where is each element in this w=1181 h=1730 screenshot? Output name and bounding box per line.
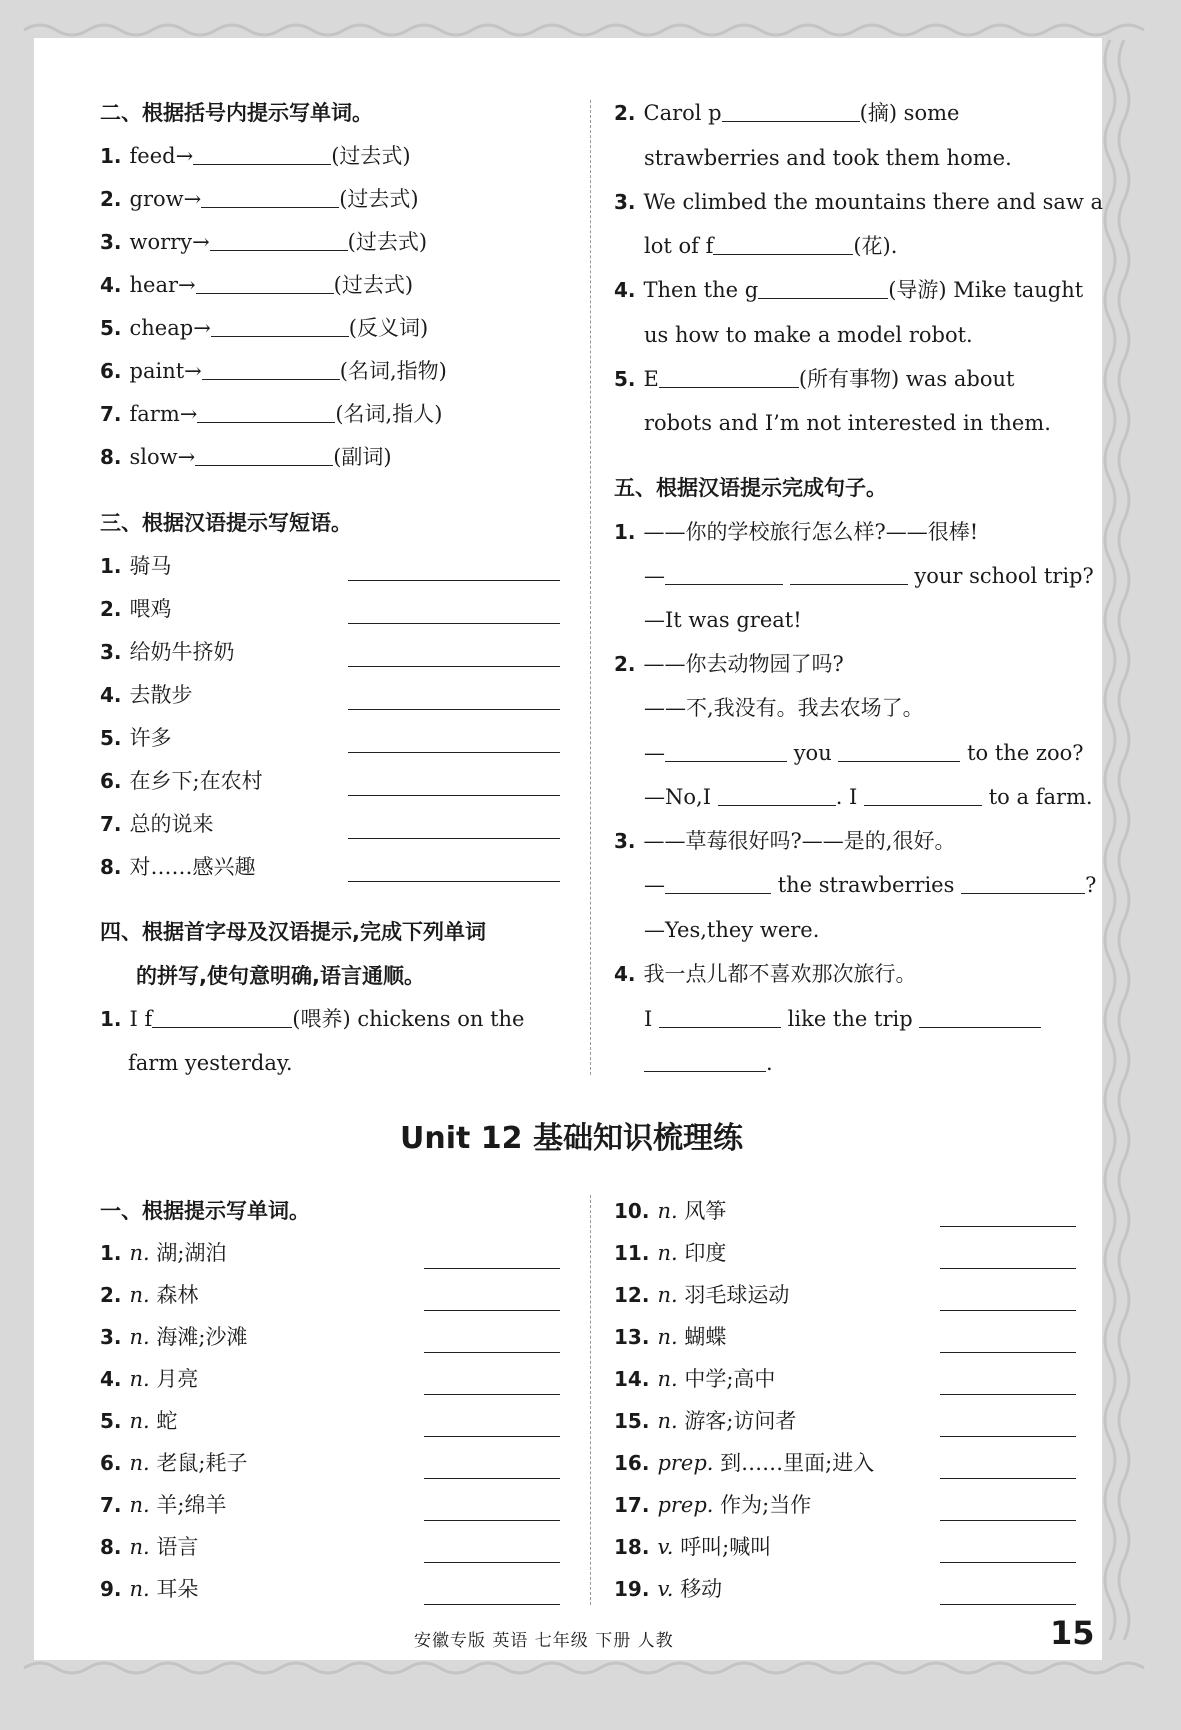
answer-blank[interactable]: [722, 99, 860, 122]
section-2-heading: 二、根据括号内提示写单词。: [100, 101, 373, 125]
answer-line[interactable]: [424, 1561, 560, 1563]
answer-line[interactable]: [940, 1309, 1076, 1311]
list-item: 2. 喂鸡: [100, 597, 172, 621]
list-item: 6. paint→ (名词,指物): [100, 359, 447, 383]
list-item: 18. v. 呼叫;喊叫: [614, 1535, 772, 1559]
s5-q3: 3. ——草莓很好吗?——是的,很好。: [614, 829, 956, 853]
answer-blank[interactable]: [665, 562, 783, 585]
answer-line[interactable]: [940, 1603, 1076, 1605]
answer-line[interactable]: [424, 1393, 560, 1395]
list-item: 9. n. 耳朵: [100, 1577, 199, 1601]
section-6-heading: 一、根据提示写单词。: [100, 1199, 310, 1223]
list-item: 11. n. 印度: [614, 1241, 727, 1265]
s5-q2-reply: —No,I . I to a farm.: [644, 785, 1093, 809]
answer-line[interactable]: [940, 1267, 1076, 1269]
list-item: 5. cheap→ (反义词): [100, 316, 429, 340]
answer-line[interactable]: [424, 1267, 560, 1269]
list-item: 8. n. 语言: [100, 1535, 199, 1559]
s5-q1-en: — your school trip?: [644, 564, 1094, 588]
answer-line[interactable]: [348, 579, 560, 581]
page-title: Unit 12 基础知识梳理练: [400, 1121, 743, 1156]
list-item: 19. v. 移动: [614, 1577, 723, 1601]
list-item: 3. n. 海滩;沙滩: [100, 1325, 248, 1349]
list-item: 1. feed→ (过去式): [100, 144, 411, 168]
list-item: 10. n. 风筝: [614, 1199, 727, 1223]
list-item: 1. n. 湖;湖泊: [100, 1241, 227, 1265]
answer-blank[interactable]: [659, 365, 799, 388]
list-item: 16. prep. 到……里面;进入: [614, 1451, 875, 1475]
list-item: 1. 骑马: [100, 554, 172, 578]
list-item: 14. n. 中学;高中: [614, 1367, 776, 1391]
s5-q4-en-cont: .: [644, 1048, 773, 1078]
answer-line[interactable]: [348, 837, 560, 839]
footer-text: 安徽专版 英语 七年级 下册 人教: [414, 1631, 674, 1651]
answer-blank[interactable]: [659, 1005, 781, 1028]
answer-line[interactable]: [424, 1435, 560, 1437]
answer-line[interactable]: [348, 665, 560, 667]
answer-line[interactable]: [940, 1519, 1076, 1521]
list-item: 8. slow→ (副词): [100, 445, 392, 469]
answer-line[interactable]: [424, 1477, 560, 1479]
list-item: 2. grow→ (过去式): [100, 187, 419, 211]
list-item: 7. farm→ (名词,指人): [100, 402, 443, 426]
s4-q4: 4. Then the g (导游) Mike taught: [614, 278, 1084, 302]
page-number: 15: [1050, 1614, 1095, 1652]
answer-blank[interactable]: [665, 739, 787, 762]
s5-q2: 2. ——你去动物园了吗?: [614, 652, 844, 676]
answer-blank[interactable]: [919, 1005, 1041, 1028]
s4-q3: 3. We climbed the mountains there and saw a: [614, 190, 1104, 214]
list-item: 7. n. 羊;绵羊: [100, 1493, 227, 1517]
answer-line[interactable]: [940, 1561, 1076, 1563]
list-item: 5. 许多: [100, 726, 172, 750]
answer-line[interactable]: [940, 1351, 1076, 1353]
s5-q3-reply: —Yes,they were.: [644, 918, 820, 942]
answer-blank[interactable]: [152, 1005, 292, 1028]
section-5-heading: 五、根据汉语提示完成句子。: [614, 476, 887, 500]
answer-blank[interactable]: [713, 232, 853, 255]
list-item: 2. n. 森林: [100, 1283, 199, 1307]
s5-q4-en: I like the trip: [644, 1004, 1041, 1034]
list-item: 4. n. 月亮: [100, 1367, 199, 1391]
list-item: 4. 去散步: [100, 683, 193, 707]
answer-line[interactable]: [348, 794, 560, 796]
answer-blank[interactable]: [665, 871, 771, 894]
list-item: 15. n. 游客;访问者: [614, 1409, 797, 1433]
answer-line[interactable]: [424, 1309, 560, 1311]
list-item: 13. n. 蝴蝶: [614, 1325, 727, 1349]
list-item: 17. prep. 作为;当作: [614, 1493, 812, 1517]
list-item: 6. n. 老鼠;耗子: [100, 1451, 248, 1475]
answer-blank[interactable]: [195, 443, 333, 466]
s5-q4: 4. 我一点儿都不喜欢那次旅行。: [614, 962, 917, 986]
list-item: 8. 对……感兴趣: [100, 855, 256, 879]
answer-blank[interactable]: [644, 1049, 766, 1072]
list-item: 7. 总的说来: [100, 812, 214, 836]
answer-blank[interactable]: [790, 562, 908, 585]
s4-q3-cont: lot of f (花).: [644, 234, 898, 258]
answer-blank[interactable]: [202, 357, 340, 380]
s4-q4-cont: us how to make a model robot.: [644, 323, 973, 347]
list-item: 6. 在乡下;在农村: [100, 769, 263, 793]
answer-line[interactable]: [940, 1477, 1076, 1479]
s5-q1-reply: —It was great!: [644, 608, 802, 632]
answer-blank[interactable]: [864, 783, 982, 806]
section-3-heading: 三、根据汉语提示写短语。: [100, 511, 352, 535]
answer-blank[interactable]: [201, 185, 339, 208]
s5-q2-en: — you to the zoo?: [644, 741, 1084, 765]
list-item: 4. hear→ (过去式): [100, 273, 414, 297]
s5-q1: 1. ——你的学校旅行怎么样?——很棒!: [614, 520, 979, 544]
answer-line[interactable]: [348, 751, 560, 753]
list-item: 5. n. 蛇: [100, 1409, 178, 1433]
section-4-heading: 四、根据首字母及汉语提示,完成下列单词: [100, 920, 486, 944]
list-item: 3. 给奶牛挤奶: [100, 640, 235, 664]
answer-blank[interactable]: [193, 142, 331, 165]
answer-blank[interactable]: [197, 400, 335, 423]
s4-q2-cont: strawberries and took them home.: [644, 146, 1012, 170]
answer-line[interactable]: [348, 708, 560, 710]
answer-line[interactable]: [424, 1603, 560, 1605]
section-4-heading-cont: 的拼写,使句意明确,语言通顺。: [136, 964, 425, 988]
s4-q5-cont: robots and I’m not interested in them.: [644, 411, 1051, 435]
answer-blank[interactable]: [961, 871, 1085, 894]
column-divider-top: [590, 100, 591, 1075]
answer-line[interactable]: [940, 1393, 1076, 1395]
answer-line[interactable]: [348, 622, 560, 624]
s4-q2: 2. Carol p (摘) some: [614, 101, 960, 125]
answer-line[interactable]: [348, 880, 560, 882]
answer-blank[interactable]: [718, 783, 836, 806]
answer-line[interactable]: [424, 1519, 560, 1521]
list-item: 3. worry→ (过去式): [100, 230, 428, 254]
answer-blank[interactable]: [211, 314, 349, 337]
column-divider-bottom: [590, 1195, 591, 1605]
answer-line[interactable]: [940, 1225, 1076, 1227]
s4-q1: 1. I f (喂养) chickens on the: [100, 1007, 525, 1031]
answer-line[interactable]: [424, 1351, 560, 1353]
s5-q2-cn2: ——不,我没有。我去农场了。: [644, 696, 924, 720]
list-item: 12. n. 羽毛球运动: [614, 1283, 790, 1307]
s4-q5: 5. E (所有事物) was about: [614, 367, 1015, 391]
s4-q1-cont: farm yesterday.: [128, 1051, 293, 1075]
answer-blank[interactable]: [758, 276, 888, 299]
answer-line[interactable]: [940, 1435, 1076, 1437]
answer-blank[interactable]: [210, 228, 348, 251]
answer-blank[interactable]: [196, 271, 334, 294]
s5-q3-en: — the strawberries ?: [644, 873, 1097, 897]
answer-blank[interactable]: [838, 739, 960, 762]
